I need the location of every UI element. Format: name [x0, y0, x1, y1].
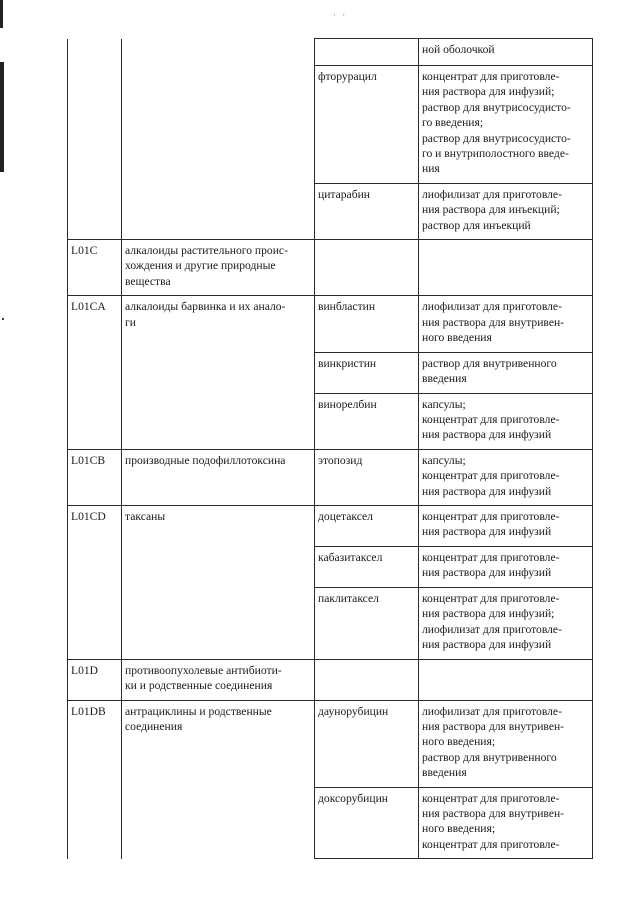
dosage-form-cell: [419, 587, 593, 659]
cell-text-line: капсулы;: [422, 397, 466, 411]
dosage-form-cell: [419, 66, 593, 184]
drug-name-cell: винорелбин: [315, 393, 419, 449]
cell-text-line: раствор для внутривенного: [422, 356, 557, 370]
cell-text-line: ния раствора для инфузий;: [422, 607, 555, 621]
cell-text-line: ния раствора для инфузий: [422, 638, 552, 652]
cell-text-line: введения: [422, 371, 467, 385]
group-cell: [122, 296, 315, 449]
dosage-form-cell: [419, 700, 593, 787]
cell-text-line: ния: [422, 162, 440, 176]
drug-name-cell: [315, 39, 419, 66]
cell-text-line: лиофилизат для приготовле-: [422, 300, 562, 314]
drug-name-cell: этопозид: [315, 449, 419, 505]
cell-text-line: лиофилизат для приготовле-: [422, 622, 562, 636]
table-row: [68, 505, 593, 546]
scan-edge-mark: [0, 62, 4, 172]
cell-text-line: ния раствора для инфузий;: [422, 85, 555, 99]
cell-text-line: концентрат для приготовле-: [422, 837, 560, 851]
dosage-form-cell: [419, 505, 593, 546]
dosage-form-cell: [419, 787, 593, 859]
cell-text-line: антрациклины и родственные: [125, 704, 272, 718]
drug-name-cell: винкристин: [315, 352, 419, 393]
drug-name-cell: доцетаксел: [315, 505, 419, 546]
cell-text-line: соединения: [125, 719, 183, 733]
cell-text-line: концентрат для приготовле-: [422, 70, 560, 83]
cell-text-line: раствор для внутривенного: [422, 750, 557, 764]
cell-text-line: капсулы;: [422, 453, 466, 467]
dosage-form-cell: [419, 546, 593, 587]
scan-edge-dot: [2, 318, 4, 320]
drug-name-cell: доксорубицин: [315, 787, 419, 859]
cell-text-line: раствор для внутрисосудисто-: [422, 100, 571, 114]
group-cell: [122, 505, 315, 659]
cell-text-line: ки и родственные соединения: [125, 678, 273, 692]
table-row: [68, 449, 593, 505]
cell-text-line: раствор для инъекций: [422, 218, 531, 232]
cell-text-line: концентрат для приготовле-: [422, 509, 560, 523]
cell-text-line: таксаны: [125, 509, 166, 523]
dosage-form-cell: [419, 39, 593, 66]
table-row: [68, 39, 593, 66]
cell-text-line: ния раствора для инфузий: [422, 428, 552, 442]
cell-text-line: концентрат для приготовле-: [422, 791, 560, 805]
cell-text-line: ния раствора для инъекций;: [422, 203, 560, 217]
group-cell: [122, 39, 315, 240]
cell-text-line: го и внутриполостного введе-: [422, 147, 569, 161]
drug-name-cell: фторурацил: [315, 66, 419, 184]
dosage-form-cell: [419, 352, 593, 393]
code-cell: [68, 39, 122, 240]
cell-text-line: введения: [422, 766, 467, 780]
drug-name-cell: [315, 240, 419, 296]
group-cell: [122, 240, 315, 296]
cell-text-line: го введения;: [422, 116, 484, 130]
cell-text-line: концентрат для приготовле-: [422, 591, 560, 605]
group-cell: [122, 659, 315, 700]
cell-text-line: хождения и другие природные: [125, 259, 276, 273]
table-row: [68, 296, 593, 352]
cell-text-line: ния раствора для внутривен-: [422, 315, 565, 329]
cell-text-line: ной оболочкой: [422, 43, 495, 56]
cell-text-line: алкалоиды растительного проис-: [125, 244, 288, 258]
cell-text-line: лиофилизат для приготовле-: [422, 704, 562, 718]
cell-text-line: ния раствора для внутривен-: [422, 807, 565, 820]
cell-text-line: ния раствора для внутривен-: [422, 719, 565, 733]
cell-text-line: ния раствора для инфузий: [422, 566, 552, 580]
cell-text-line: противоопухолевые антибиоти-: [125, 663, 282, 677]
dosage-form-cell: [419, 659, 593, 700]
scan-edge-mark: [0, 0, 3, 28]
dosage-form-cell: [419, 183, 593, 239]
code-cell: L01D: [68, 659, 122, 700]
drug-name-cell: [315, 659, 419, 700]
group-cell: [122, 700, 315, 859]
cell-text-line: ного введения;: [422, 735, 496, 749]
dosage-form-cell: [419, 240, 593, 296]
cell-text-line: концентрат для приготовле-: [422, 550, 560, 564]
dosage-form-cell: [419, 393, 593, 449]
cell-text-line: лиофилизат для приготовле-: [422, 187, 562, 201]
drug-name-cell: даунорубицин: [315, 700, 419, 787]
cell-text-line: концентрат для приготовле-: [422, 412, 560, 426]
drug-name-cell: винбластин: [315, 296, 419, 352]
cell-text-line: алкалоиды барвинка и их анало-: [125, 300, 286, 314]
code-cell: L01CD: [68, 505, 122, 659]
table-row: [68, 659, 593, 700]
drug-name-cell: паклитаксел: [315, 587, 419, 659]
table-row: [68, 700, 593, 787]
cell-text-line: ного введения: [422, 331, 492, 345]
cell-text-line: ния раствора для инфузий: [422, 525, 552, 539]
cell-text-line: концентрат для приготовле-: [422, 469, 560, 483]
dosage-form-cell: [419, 449, 593, 505]
cell-text-line: ного введения;: [422, 822, 496, 836]
group-cell: [122, 449, 315, 505]
code-cell: L01DB: [68, 700, 122, 859]
code-cell: L01CB: [68, 449, 122, 505]
cell-text-line: производные подофиллотоксина: [125, 453, 286, 467]
dosage-form-cell: [419, 296, 593, 352]
table-row: [68, 240, 593, 296]
cell-text-line: ния раствора для инфузий: [422, 484, 552, 498]
code-cell: L01C: [68, 240, 122, 296]
cell-text-line: вещества: [125, 274, 171, 288]
drug-name-cell: цитарабин: [315, 183, 419, 239]
cell-text-line: раствор для внутрисосудисто-: [422, 131, 571, 145]
page-mark: · ·: [333, 10, 348, 20]
cell-text-line: ги: [125, 315, 136, 329]
drug-name-cell: кабазитаксел: [315, 546, 419, 587]
drug-classification-table: [67, 38, 593, 859]
code-cell: L01CA: [68, 296, 122, 449]
